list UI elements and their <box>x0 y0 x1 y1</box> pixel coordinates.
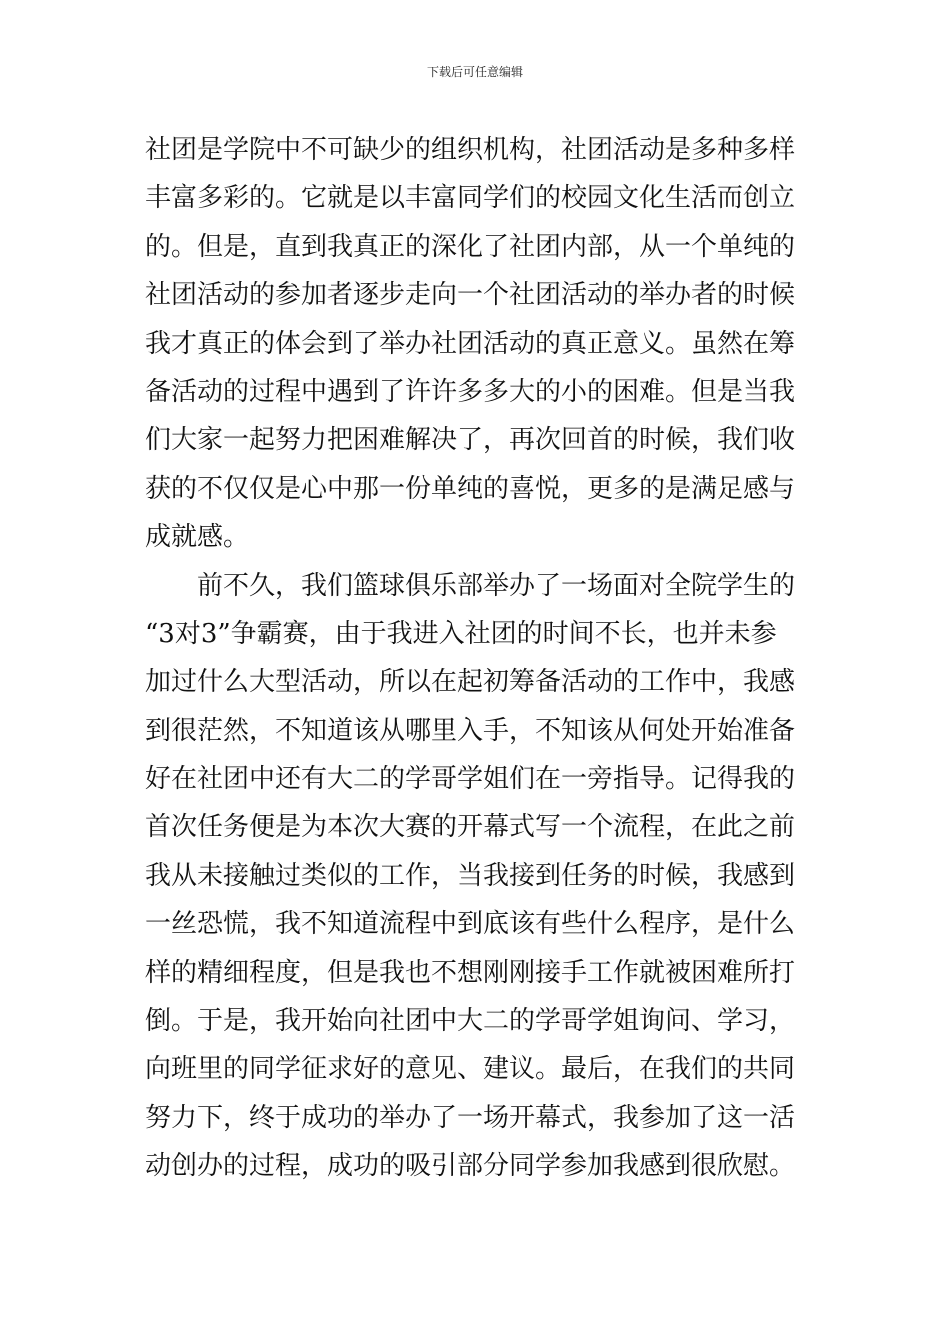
text-line: 首次任务便是为本次大赛的开幕式写一个流程，在此之前 <box>145 812 796 843</box>
text-line: 们大家一起努力把困难解决了，再次回首的时候，我们收 <box>145 425 796 456</box>
text-line: 社团是学院中不可缺少的组织机构，社团活动是多种多样 <box>145 135 796 165</box>
text-line: 好在社团中还有大二的学哥学姐们在一旁指导。记得我的 <box>145 764 796 795</box>
document-body <box>145 126 815 1191</box>
text-line: 获的不仅仅是心中那一份单纯的喜悦，更多的是满足感与 <box>145 473 796 504</box>
text-line: “3对3”争霸赛，由于我进入社团的时间不长，也并未参 <box>145 618 777 649</box>
text-line: 前不久，我们篮球俱乐部举办了一场面对全院学生的 <box>145 570 796 601</box>
text-line: 加过什么大型活动，所以在起初筹备活动的工作中，我感 <box>145 667 796 698</box>
text-line: 向班里的同学征求好的意见、建议。最后，在我们的共同 <box>145 1054 796 1085</box>
text-line: 动创办的过程，成功的吸引部分同学参加我感到很欣慰。 <box>145 1151 796 1182</box>
text-line: 一丝恐慌，我不知道流程中到底该有些什么程序，是什么 <box>145 909 796 940</box>
text-line: 努力下，终于成功的举办了一场开幕式，我参加了这一活 <box>145 1102 796 1133</box>
text-line: 社团活动的参加者逐步走向一个社团活动的举办者的时候 <box>145 280 796 311</box>
text-line: 倒。于是，我开始向社团中大二的学哥学姐询问、学习， <box>145 1006 796 1037</box>
page-header-note: 下载后可任意编辑 <box>426 65 523 79</box>
text-line: 成就感。 <box>145 522 250 553</box>
text-line: 样的精细程度，但是我也不想刚刚接手工作就被困难所打 <box>145 957 796 988</box>
text-line: 备活动的过程中遇到了许许多多大的小的困难。但是当我 <box>145 376 796 407</box>
text-line: 我从未接触过类似的工作，当我接到任务的时候，我感到 <box>145 860 796 891</box>
text-line: 到很茫然，不知道该从哪里入手，不知该从何处开始准备 <box>145 715 796 746</box>
paragraph-2 <box>145 562 815 1191</box>
text-line: 丰富多彩的。它就是以丰富同学们的校园文化生活而创立 <box>145 183 796 214</box>
paragraph-1 <box>145 126 815 562</box>
text-line: 我才真正的体会到了举办社团活动的真正意义。虽然在筹 <box>145 328 796 359</box>
text-line: 的。但是，直到我真正的深化了社团内部，从一个单纯的 <box>145 231 796 262</box>
